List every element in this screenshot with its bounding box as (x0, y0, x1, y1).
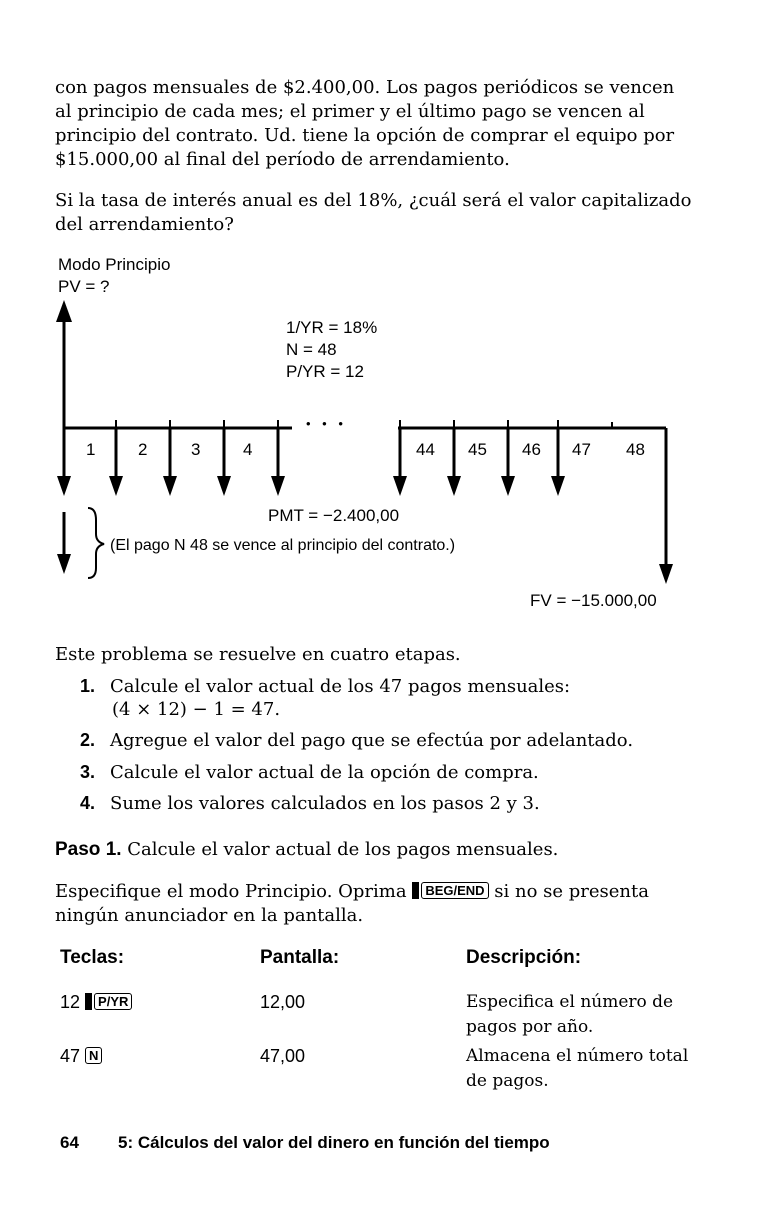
paso1-label: Paso 1. (55, 839, 122, 860)
n-key: N (85, 1047, 102, 1064)
pv-arrowhead (56, 300, 72, 322)
step-item (80, 674, 700, 699)
description-cell: Almacena el número total de pagos. (466, 1046, 689, 1091)
legend-arrowhead (57, 554, 71, 574)
period-label: 44 (416, 440, 435, 459)
step-item (80, 728, 700, 753)
payment-arrowheads (57, 476, 565, 496)
header-keys: Teclas: (60, 947, 125, 968)
cash-flow-lines (0, 250, 778, 620)
pyr-label: P/YR = 12 (286, 362, 364, 381)
legend-brace (88, 508, 104, 578)
intro-paragraph: con pagos mensuales de $2.400,00. Los pagos periódicos se vencen al principio de cada mes; el primer y el último pago se vencen al principio del contrato. Ud. tiene la opción de comprar el equipo por $15.000,00 al final del período de arrendamiento. (55, 77, 675, 170)
shift-key-icon (412, 882, 419, 899)
step-number: 1. (80, 676, 96, 696)
paso1-text: Calcule el valor actual de los pagos mensuales. (121, 839, 559, 860)
step-text: Calcule el valor actual de los 47 pagos mensuales: (110, 676, 571, 697)
step-item (80, 791, 700, 816)
step-number: 2. (80, 730, 96, 750)
key-prefix: 12 (60, 992, 86, 1012)
period-label: 46 (522, 440, 541, 459)
display-cell: 12,00 (260, 992, 306, 1012)
period-label: 48 (626, 440, 645, 459)
fv-label: FV = −15.000,00 (530, 591, 657, 610)
keys-cell (60, 1046, 102, 1067)
step-number: 3. (80, 762, 96, 782)
step-item (80, 760, 700, 785)
period-label: 2 (138, 440, 148, 459)
step-text: Sume los valores calculados en los pasos 2 y 3. (110, 793, 540, 814)
period-label: 3 (191, 440, 201, 459)
step-number: 4. (80, 793, 96, 813)
header-display: Pantalla: (260, 947, 340, 968)
pv-label: PV = ? (58, 277, 110, 296)
specify-after: si no se presenta ningún anunciador en la pantalla. (55, 881, 649, 926)
period-label: 45 (468, 440, 487, 459)
steps-intro: Este problema se resuelve en cuatro etapas. (55, 644, 461, 665)
cash-flow-diagram (0, 250, 778, 620)
period-label: 47 (572, 440, 591, 459)
period-label: 4 (243, 440, 253, 459)
step-text: Agregue el valor del pago que se efectúa por adelantado. (110, 730, 634, 751)
keys-cell (60, 992, 132, 1013)
question-paragraph: Si la tasa de interés anual es del 18%, ¿cuál será el valor capitalizado del arrendamiento? (55, 190, 692, 235)
page-footer (60, 1133, 550, 1153)
header-description: Descripción: (466, 947, 582, 968)
chapter-title: 5: Cálculos del valor del dinero en función del tiempo (118, 1133, 550, 1152)
n-label: N = 48 (286, 340, 337, 359)
mode-label: Modo Principio (58, 255, 171, 274)
pmt-label: PMT = −2.400,00 (268, 506, 400, 525)
iyr-label: 1/YR = 18% (286, 318, 378, 337)
page-number: 64 (60, 1133, 79, 1152)
pyr-key: P/YR (94, 993, 132, 1010)
specify-before: Especifique el modo Principio. Oprima (55, 881, 413, 902)
display-cell: 47,00 (260, 1046, 306, 1066)
ellipsis-dots: • • • (306, 416, 347, 431)
beg-end-key: BEG/END (421, 882, 488, 899)
shift-key-icon (85, 993, 92, 1010)
step-text: Calcule el valor actual de la opción de compra. (110, 762, 539, 783)
key-prefix: 47 (60, 1046, 86, 1066)
period-label: 1 (86, 440, 96, 459)
paso1-heading (55, 838, 558, 862)
note-label: (El pago N 48 se vence al principio del contrato.) (110, 537, 456, 554)
specify-paragraph (55, 880, 695, 928)
description-cell: Especifica el número de pagos por año. (466, 992, 674, 1037)
step1-formula: (4 × 12) − 1 = 47. (112, 699, 281, 720)
fv-arrowhead (659, 564, 673, 584)
